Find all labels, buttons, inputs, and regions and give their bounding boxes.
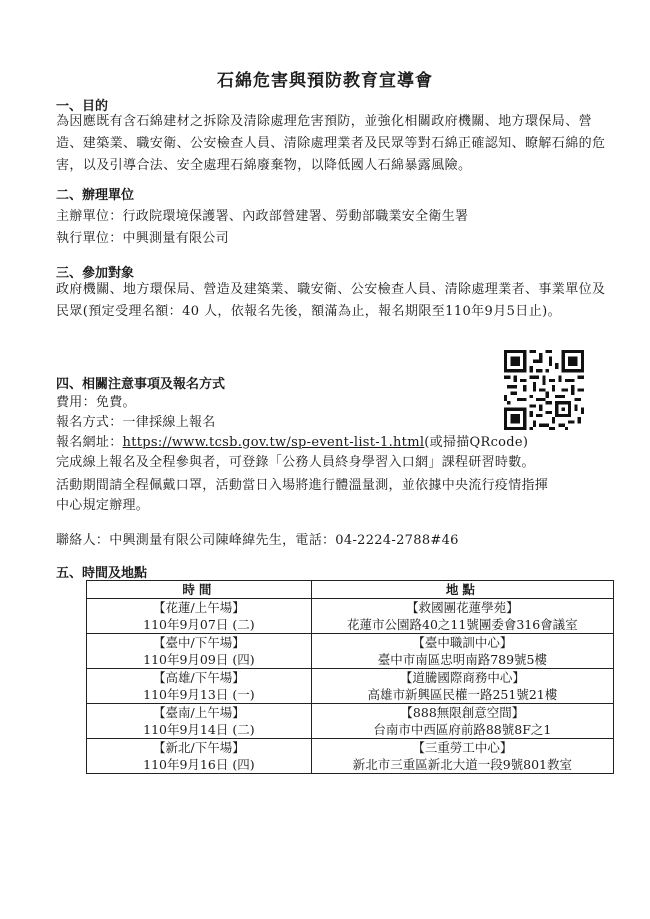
registration-url-line: [56, 431, 528, 450]
session-label: 【花蓮/上午場】: [152, 600, 245, 615]
section-heading-notes: 四、相關注意事項及報名方式: [56, 377, 226, 392]
participants-text: 政府機關、地方環保局、營造及建築業、職安衛、公安檢查人員、清除處理業者、事業單位及民眾(預定受理名額：40 人，依報名先後，額滿為止，報名期限至110年9月5日止)。: [56, 282, 606, 319]
session-label: 【新北/下午場】: [152, 740, 245, 755]
covid-note-line-2: 中心規定辦理。: [56, 498, 150, 513]
place-cell: [311, 634, 613, 669]
place-cell: [311, 669, 613, 704]
registration-url-link[interactable]: https://www.tcsb.gov.tw/sp-event-list-1.html: [122, 435, 425, 450]
contact-line: 聯絡人：中興測量有限公司陳峰緯先生，電話：04-2224-2788#46: [56, 533, 459, 548]
session-date: 110年9月07日 (二): [143, 617, 255, 632]
venue-name: 【臺中職訓中心】: [412, 635, 513, 650]
document-title: 石綿危害與預防教育宣導會: [217, 71, 433, 91]
time-cell: [87, 599, 312, 634]
table-row: [87, 704, 614, 739]
purpose-text: 為因應既有含石綿建材之拆除及清除處理危害預防，並強化相關政府機關、地方環保局、營造、建築業、職安衛、公安檢查人員、清除處理業者及民眾等對石綿正確認知、瞭解石綿的危害，以及引導合法、安全處理石綿廢棄物，以降低國人石綿暴露風險。: [56, 114, 606, 173]
venue-name: 【888無限創意空間】: [400, 705, 525, 720]
table-row: [87, 599, 614, 634]
session-date: 110年9月14日 (二): [143, 722, 255, 737]
venue-name: 【救國團花蓮學苑】: [406, 600, 519, 615]
place-cell: [311, 599, 613, 634]
place-cell: [311, 704, 613, 739]
venue-address: 花蓮市公園路40之11號團委會316會議室: [347, 617, 578, 632]
url-suffix: (或掃描QRcode): [424, 435, 529, 450]
venue-address: 臺中市南區忠明南路789號5樓: [377, 652, 547, 667]
section-heading-organizers: 二、辦理單位: [56, 188, 135, 203]
venue-name: 【三重勞工中心】: [412, 740, 513, 755]
session-date: 110年9月13日 (一): [143, 687, 255, 702]
registration-method: 報名方式：一律採線上報名: [56, 415, 216, 430]
table-row: [87, 669, 614, 704]
session-label: 【臺中/下午場】: [152, 635, 245, 650]
covid-note-line-1: 活動期間請全程佩戴口罩，活動當日入場將進行體溫量測，並依據中央流行疫情指揮: [56, 478, 549, 493]
executing-unit: 執行單位：中興測量有限公司: [56, 231, 229, 246]
section-heading-schedule: 五、時間及地點: [56, 566, 148, 581]
column-header-place: 地點: [311, 581, 613, 599]
schedule-header-row: [87, 581, 614, 599]
venue-address: 新北市三重區新北大道一段9號801教室: [352, 757, 572, 772]
fee-line: 費用：免費。: [56, 395, 136, 410]
host-units: 主辦單位：行政院環境保護署、內政部營建署、勞動部職業安全衛生署: [56, 209, 469, 224]
completion-note: 完成線上報名及全程參與者，可登錄「公務人員終身學習入口網」課程研習時數。: [56, 455, 535, 470]
place-cell: [311, 739, 613, 774]
venue-address: 高雄市新興區民權一路251號21樓: [367, 687, 558, 702]
time-cell: [87, 634, 312, 669]
session-label: 【臺南/上午場】: [152, 705, 245, 720]
session-date: 110年9月16日 (四): [143, 757, 255, 772]
time-cell: [87, 739, 312, 774]
url-prefix: 報名網址：: [56, 435, 123, 450]
venue-name: 【道騰國際商務中心】: [399, 670, 525, 685]
section-heading-purpose: 一、目的: [56, 99, 109, 114]
table-row: [87, 739, 614, 774]
table-row: [87, 634, 614, 669]
session-label: 【高雄/下午場】: [152, 670, 245, 685]
venue-address: 台南市中西區府前路88號8F之1: [373, 722, 552, 737]
session-date: 110年9月09日 (四): [143, 652, 255, 667]
time-cell: [87, 669, 312, 704]
column-header-time: 時間: [87, 581, 312, 599]
section-heading-participants: 三、參加對象: [56, 266, 135, 281]
qr-code-icon[interactable]: [504, 350, 584, 430]
time-cell: [87, 704, 312, 739]
schedule-table: [86, 580, 614, 774]
